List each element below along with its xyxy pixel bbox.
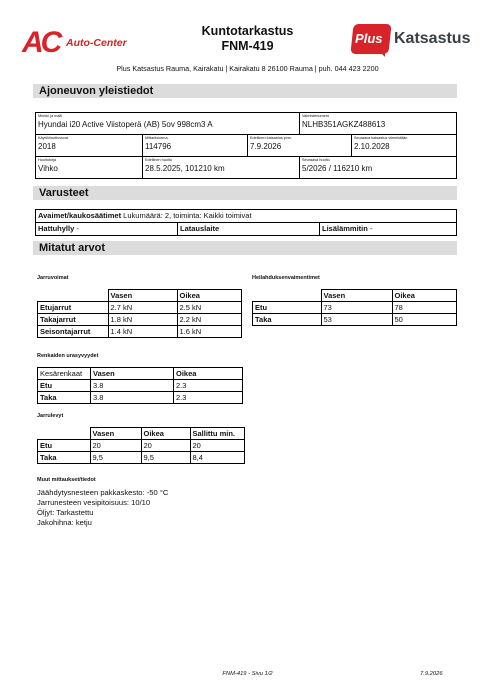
table-cell: 8,4 — [190, 452, 245, 464]
column-header: Vasen — [90, 428, 141, 440]
general-info-row — [36, 113, 456, 135]
tread-depth-table — [37, 367, 243, 404]
table-cell: 2.3 — [174, 380, 243, 392]
service-book-value: Vihko — [38, 164, 58, 173]
previous-inspection-cell — [248, 135, 352, 156]
table-corner-cell — [38, 290, 109, 302]
table-cell: 2.7 kN — [108, 302, 177, 314]
table-row — [38, 302, 242, 314]
keys-value: Lukumäärä: 2, toiminta: Kaikki toimivat — [121, 211, 252, 220]
table-cell: 2.3 — [174, 392, 243, 404]
brake-forces-heading: Jarruvoimat — [37, 275, 69, 281]
table-cell: 3.8 — [91, 380, 174, 392]
equipment-item — [178, 223, 320, 235]
table-cell: 9,5 — [141, 452, 190, 464]
katsastus-logo-text: Katsastus — [394, 30, 471, 47]
column-header: Oikea — [141, 428, 190, 440]
table-cell: 20 — [190, 440, 245, 452]
make-model-label: Merkki ja malli — [38, 114, 63, 118]
first-registration-label: Käyttöönottovuosi — [38, 136, 69, 140]
footer-date: 7.9.2026 — [420, 671, 443, 677]
table-cell: 3.8 — [91, 392, 174, 404]
table-cell: 73 — [321, 302, 392, 314]
document-title: Kuntotarkastus — [201, 24, 294, 38]
row-header: Taka — [253, 314, 322, 326]
table-row — [38, 440, 245, 452]
shock-absorbers-heading: Heilahduksenvaimentimet — [252, 275, 320, 281]
tread-depth-heading: Renkaiden urasyvyydet — [37, 353, 99, 359]
make-model-cell — [36, 113, 300, 134]
general-info-grid — [35, 112, 457, 179]
charger-label: Latauslaite — [180, 224, 220, 233]
column-header: Vasen — [321, 290, 392, 302]
other-measurements-heading: Muut mittaukset/tiedot — [37, 477, 96, 483]
column-header: Oikea — [392, 290, 457, 302]
auxiliary-heater-label: Lisälämmitin — [322, 224, 368, 233]
equipment-table — [35, 209, 457, 236]
list-item: Öljyt: Tarkastettu — [37, 508, 94, 517]
column-header: Vasen — [91, 368, 174, 380]
row-header: Taka — [38, 392, 91, 404]
table-cell: 9,5 — [90, 452, 141, 464]
table-cell: 1.8 kN — [108, 314, 177, 326]
table-row — [253, 302, 457, 314]
general-info-row — [36, 135, 456, 157]
row-header: Takajarrut — [38, 314, 109, 326]
shock-absorbers-table — [252, 289, 457, 326]
brake-discs-table — [37, 427, 245, 464]
first-registration-value: 2018 — [38, 142, 56, 151]
table-header-row — [38, 290, 242, 302]
brake-discs-heading: Jarrulevyt — [37, 413, 64, 419]
next-service-label: Seuraava huolto — [302, 158, 330, 162]
list-item: Jakohihna: ketju — [37, 518, 92, 527]
other-measurements-list — [37, 488, 168, 528]
hat-shelf-value: - — [74, 224, 79, 233]
list-item: Jarrunesteen vesipitoisuus: 10/10 — [37, 498, 151, 507]
plus-badge-tail — [378, 50, 385, 57]
auto-center-logo-text: Auto-Center — [66, 37, 127, 49]
first-registration-cell — [36, 135, 143, 156]
hat-shelf-label: Hattuhylly — [38, 224, 75, 233]
footer-page-number: FNM-419 - Sivu 1/2 — [222, 671, 273, 677]
brake-forces-table — [37, 289, 242, 338]
vin-cell — [300, 113, 456, 134]
table-cell: 53 — [321, 314, 392, 326]
column-header: Vasen — [108, 290, 177, 302]
previous-service-label: Edellinen huolto — [145, 158, 173, 162]
next-service-value: 5/2026 / 116210 km — [302, 164, 373, 173]
table-row — [38, 314, 242, 326]
plus-katsastus-logo — [352, 24, 477, 56]
next-inspection-cell — [352, 135, 456, 156]
odometer-cell — [143, 135, 248, 156]
row-header: Taka — [38, 452, 91, 464]
section-general-info-heading: Ajoneuvon yleistiedot — [33, 84, 457, 98]
next-inspection-label: Seuraava katsastus viimeistään — [354, 136, 408, 140]
auto-center-logo — [22, 28, 148, 58]
company-contact-line: Plus Katsastus Rauma, Kairakatu | Kairakatu 8 26100 Rauma | puh. 044 423 2200 — [116, 64, 379, 73]
table-corner-cell — [38, 428, 91, 440]
make-model-value: Hyundai i20 Active Viistoperä (AB) 5ov 998cm3 A — [38, 120, 213, 129]
table-header-row — [38, 368, 243, 380]
auxiliary-heater-value: - — [367, 224, 373, 233]
previous-inspection-value: 7.9.2026 — [250, 142, 282, 151]
previous-service-cell — [143, 157, 300, 178]
row-header: Seisontajarrut — [38, 326, 109, 338]
section-measurements-heading: Mitatut arvot — [33, 241, 457, 255]
row-header: Etujarrut — [38, 302, 109, 314]
table-header-row — [38, 428, 245, 440]
equipment-item — [36, 223, 178, 235]
table-corner-cell — [253, 290, 322, 302]
table-header-row — [253, 290, 457, 302]
plus-badge — [350, 24, 391, 54]
keys-label: Avaimet/kaukosäätimet — [38, 211, 122, 220]
table-row — [38, 326, 242, 338]
table-cell: 1.4 kN — [108, 326, 177, 338]
table-row — [253, 314, 457, 326]
table-row — [38, 392, 243, 404]
row-header: Etu — [38, 380, 91, 392]
column-header: Oikea — [177, 290, 242, 302]
table-row — [38, 452, 245, 464]
vin-label: Valmistenumero — [302, 114, 330, 118]
table-cell: 2.2 kN — [177, 314, 242, 326]
odometer-label: Mittarilukema — [145, 136, 168, 140]
column-header: Oikea — [174, 368, 243, 380]
table-cell: 78 — [392, 302, 457, 314]
column-header: Sallittu min. — [190, 428, 245, 440]
service-book-cell — [36, 157, 143, 178]
odometer-value: 114796 — [145, 142, 172, 151]
document-title-block — [150, 24, 345, 54]
next-inspection-value: 2.10.2028 — [354, 142, 390, 151]
equipment-items-row — [36, 223, 456, 235]
list-item: Jäähdytysnesteen pakkaskesto: -50 °C — [37, 488, 169, 497]
table-cell: 1.6 kN — [177, 326, 242, 338]
section-equipment-heading: Varusteet — [33, 186, 457, 200]
vin-value: NLHB351AGKZ488613 — [302, 120, 386, 129]
table-cell: 50 — [392, 314, 457, 326]
table-cell: 20 — [141, 440, 190, 452]
previous-service-value: 28.5.2025, 101210 km — [145, 164, 225, 173]
table-cell: 20 — [90, 440, 141, 452]
equipment-item — [320, 223, 456, 235]
next-service-cell — [300, 157, 456, 178]
previous-inspection-label: Edellinen katsastus pvm. — [250, 136, 292, 140]
table-row — [38, 380, 243, 392]
keys-row — [36, 210, 456, 223]
row-header: Etu — [253, 302, 322, 314]
service-book-label: Huoltokirja — [38, 158, 56, 162]
plus-badge-text: Plus — [355, 31, 383, 46]
tire-season-header: Kesärenkaat — [38, 368, 91, 380]
table-cell: 2.5 kN — [177, 302, 242, 314]
license-plate: FNM-419 — [221, 39, 274, 53]
row-header: Etu — [38, 440, 91, 452]
auto-center-logo-initials: AC — [22, 26, 60, 59]
general-info-row — [36, 157, 456, 178]
